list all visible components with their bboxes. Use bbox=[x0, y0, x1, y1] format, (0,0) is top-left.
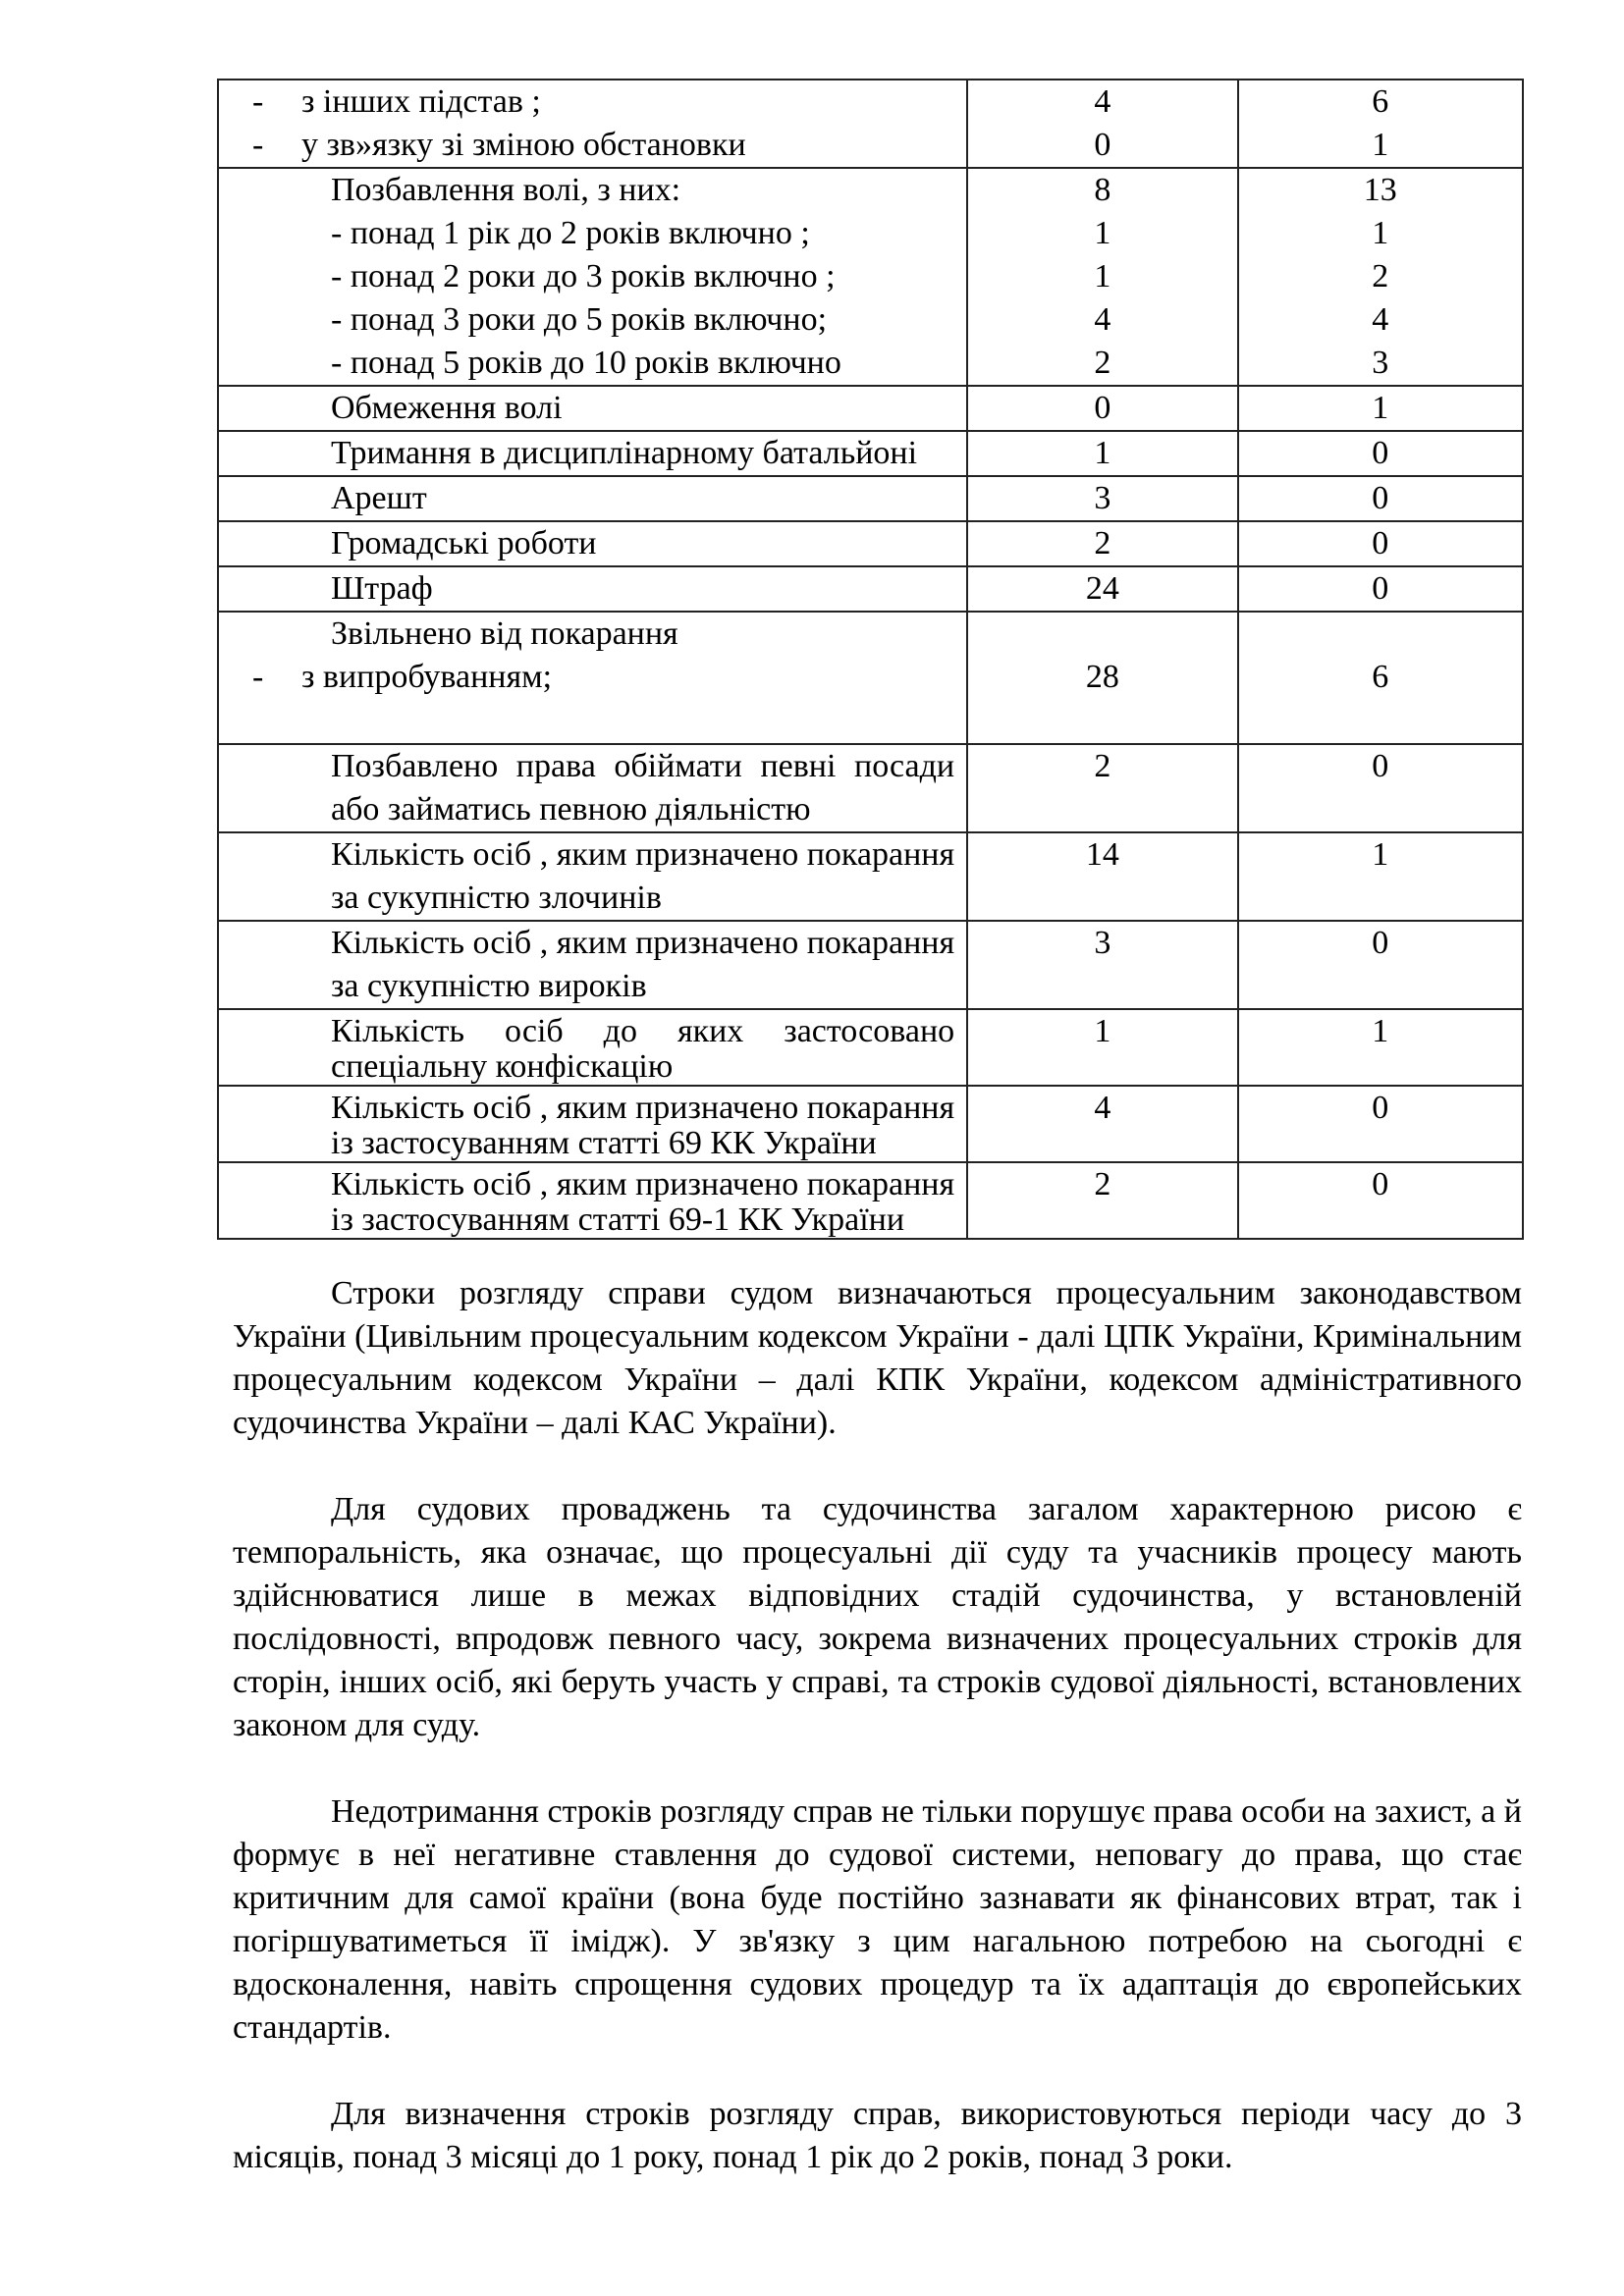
value: 24 bbox=[1085, 570, 1119, 607]
table-row bbox=[218, 431, 1523, 476]
row-label: Кількість осіб до яких застосовано спеціальну конфіскацію bbox=[331, 1013, 955, 1085]
value-cell-column-1 bbox=[967, 1009, 1237, 1086]
table-row bbox=[218, 612, 1523, 744]
value: 0 bbox=[1094, 127, 1111, 163]
value: 0 bbox=[1372, 570, 1389, 607]
value: 1 bbox=[1094, 435, 1111, 471]
value-cell-column-2 bbox=[1238, 1162, 1523, 1239]
value: 3 bbox=[1372, 345, 1389, 381]
list-item-text: з випробуванням; bbox=[301, 659, 553, 695]
row-label-cell bbox=[218, 476, 967, 521]
row-label: Громадські роботи bbox=[331, 525, 597, 561]
value: 0 bbox=[1372, 925, 1389, 961]
table-row bbox=[218, 476, 1523, 521]
value-cell-column-2 bbox=[1238, 1086, 1523, 1162]
row-label: Кількість осіб , яким призначено покарання із застосуванням статті 69-1 КК України bbox=[331, 1166, 955, 1238]
table-body bbox=[218, 80, 1523, 1239]
row-label: Арешт bbox=[331, 480, 427, 516]
value: 4 bbox=[1094, 83, 1111, 120]
row-label-cell bbox=[218, 832, 967, 921]
row-label-cell bbox=[218, 744, 967, 832]
value-cell-column-2 bbox=[1238, 431, 1523, 476]
value: 0 bbox=[1372, 1090, 1389, 1126]
value: 0 bbox=[1372, 480, 1389, 516]
row-label-cell bbox=[218, 1086, 967, 1162]
value: 4 bbox=[1372, 301, 1389, 338]
value: 2 bbox=[1094, 345, 1111, 381]
value: 0 bbox=[1094, 390, 1111, 426]
row-label-cell bbox=[218, 386, 967, 431]
value-cell-column-2 bbox=[1238, 521, 1523, 566]
paragraph-noncompliance: Недотримання строків розгляду справ не тільки порушує права особи на захист, а й формує в неї негативне ставлення до судової системи, неповагу до права, що стає критичним для самої країни (вона буде постійно зазнавати як фінансових втрат, так і погіршуватиметься її імідж). У зв'язку з цим нагальною потребою на сьогодні є вдосконалення, навіть спрощення судових процедур та їх адаптація до європейських стандартів. bbox=[233, 1793, 1522, 2046]
dash-bullet: - bbox=[252, 659, 264, 695]
spacer bbox=[1239, 613, 1522, 656]
list-item-text: у зв»язку зі зміною обстановки bbox=[301, 127, 746, 163]
value: 0 bbox=[1372, 1166, 1389, 1202]
value: 2 bbox=[1094, 1166, 1111, 1202]
value: 1 bbox=[1094, 258, 1111, 294]
value: 0 bbox=[1372, 525, 1389, 561]
list-item bbox=[219, 80, 966, 124]
value-cell-column-1 bbox=[967, 521, 1237, 566]
value-cell-column-1 bbox=[967, 921, 1237, 1009]
table-row bbox=[218, 832, 1523, 921]
value: 6 bbox=[1372, 83, 1389, 120]
row-label: Кількість осіб , яким призначено покарання за сукупністю вироків bbox=[331, 925, 955, 1004]
value: 1 bbox=[1372, 127, 1389, 163]
value: 2 bbox=[1094, 525, 1111, 561]
body-text bbox=[233, 1272, 1522, 2222]
row-label: Звільнено від покарання bbox=[331, 615, 678, 652]
value-cell-column-2 bbox=[1238, 386, 1523, 431]
value-cell-column-1 bbox=[967, 1086, 1237, 1162]
table-row bbox=[218, 744, 1523, 832]
value-cell-column-2 bbox=[1238, 476, 1523, 521]
value-cell-column-1 bbox=[967, 1162, 1237, 1239]
value-cell-column-1 bbox=[967, 431, 1237, 476]
value: 0 bbox=[1372, 748, 1389, 784]
value: 4 bbox=[1094, 1090, 1111, 1126]
value: 3 bbox=[1094, 480, 1111, 516]
row-label-cell bbox=[218, 168, 967, 386]
value-cell-column-1 bbox=[967, 168, 1237, 386]
row-label: - понад 1 рік до 2 років включно ; bbox=[331, 215, 810, 251]
row-label: Позбавлення волі, з них: bbox=[331, 172, 681, 208]
table-row bbox=[218, 80, 1523, 168]
list-item bbox=[219, 124, 966, 167]
list-item-text: з інших підстав ; bbox=[301, 83, 541, 120]
value-cell-column-1 bbox=[967, 386, 1237, 431]
table-row bbox=[218, 1009, 1523, 1086]
value: 2 bbox=[1094, 748, 1111, 784]
value: 14 bbox=[1085, 836, 1119, 873]
value-cell-column-2 bbox=[1238, 921, 1523, 1009]
value-cell-column-1 bbox=[967, 476, 1237, 521]
row-label-cell bbox=[218, 1162, 967, 1239]
row-label: Штраф bbox=[331, 570, 433, 607]
value-cell-column-2 bbox=[1238, 566, 1523, 612]
value: 8 bbox=[1094, 172, 1111, 208]
value-cell-column-1 bbox=[967, 744, 1237, 832]
row-label: Кількість осіб , яким призначено покарання за сукупністю злочинів bbox=[331, 836, 955, 916]
table-row bbox=[218, 1162, 1523, 1239]
sentencing-statistics-table bbox=[217, 79, 1524, 1240]
value: 3 bbox=[1094, 925, 1111, 961]
row-label-cell bbox=[218, 566, 967, 612]
spacer bbox=[968, 613, 1236, 656]
row-label-cell bbox=[218, 612, 967, 744]
paragraph-temporality: Для судових проваджень та судочинства загалом характерною рисою є темпоральність, яка означає, що процесуальні дії суду та учасників процесу мають здійснюватися лише в межах відповідних стадій судочинства, у встановленій послідовності, впродовж певного часу, зокрема визначених процесуальних строків для сторін, інших осіб, які беруть участь у справі, та строків судової діяльності, встановлених законом для суду. bbox=[233, 1491, 1522, 1743]
row-label: Позбавлено права обіймати певні посади або займатись певною діяльністю bbox=[331, 748, 955, 828]
table-row bbox=[218, 921, 1523, 1009]
table-row bbox=[218, 1086, 1523, 1162]
value-cell-column-1 bbox=[967, 612, 1237, 744]
row-label: Тримання в дисциплінарному батальйоні bbox=[331, 435, 918, 471]
value: 28 bbox=[1085, 659, 1119, 695]
value-cell-column-1 bbox=[967, 566, 1237, 612]
value: 6 bbox=[1372, 659, 1389, 695]
table-row bbox=[218, 566, 1523, 612]
value: 1 bbox=[1372, 1013, 1389, 1049]
dash-bullet: - bbox=[252, 83, 264, 120]
row-label: Обмеження волі bbox=[331, 390, 563, 426]
list-item bbox=[219, 656, 966, 699]
value-cell-column-2 bbox=[1238, 744, 1523, 832]
row-label-cell bbox=[218, 431, 967, 476]
row-label-cell bbox=[218, 921, 967, 1009]
table-row bbox=[218, 386, 1523, 431]
value: 4 bbox=[1094, 301, 1111, 338]
value: 1 bbox=[1094, 1013, 1111, 1049]
value-cell-column-2 bbox=[1238, 1009, 1523, 1086]
value-cell-column-1 bbox=[967, 832, 1237, 921]
dash-bullet: - bbox=[252, 127, 264, 163]
value-cell-column-2 bbox=[1238, 832, 1523, 921]
row-label-cell bbox=[218, 80, 967, 168]
value-cell-column-1 bbox=[967, 80, 1237, 168]
paragraph-time-periods: Для визначення строків розгляду справ, використовуються періоди часу до 3 місяців, понад 3 місяці до 1 року, понад 1 рік до 2 років, понад 3 роки. bbox=[233, 2096, 1522, 2175]
row-label: - понад 5 років до 10 років включно bbox=[331, 345, 841, 381]
value: 1 bbox=[1094, 215, 1111, 251]
value: 2 bbox=[1372, 258, 1389, 294]
value: 13 bbox=[1363, 172, 1397, 208]
table-row bbox=[218, 168, 1523, 386]
value: 1 bbox=[1372, 390, 1389, 426]
table-row bbox=[218, 521, 1523, 566]
value-cell-column-2 bbox=[1238, 168, 1523, 386]
row-label: Кількість осіб , яким призначено покарання із застосуванням статті 69 КК України bbox=[331, 1090, 955, 1161]
paragraph-procedural-terms: Строки розгляду справи судом визначаються процесуальним законодавством України (Цивільним процесуальним кодексом України - далі ЦПК України, Кримінальним процесуальним кодексом України – далі КПК України, кодексом адміністративного судочинства України – далі КАС України). bbox=[233, 1275, 1522, 1441]
row-label-cell bbox=[218, 1009, 967, 1086]
row-label: - понад 2 роки до 3 років включно ; bbox=[331, 258, 836, 294]
row-label-cell bbox=[218, 521, 967, 566]
value: 1 bbox=[1372, 836, 1389, 873]
value-cell-column-2 bbox=[1238, 80, 1523, 168]
value-cell-column-2 bbox=[1238, 612, 1523, 744]
row-label: - понад 3 роки до 5 років включно; bbox=[331, 301, 828, 338]
value: 0 bbox=[1372, 435, 1389, 471]
value: 1 bbox=[1372, 215, 1389, 251]
